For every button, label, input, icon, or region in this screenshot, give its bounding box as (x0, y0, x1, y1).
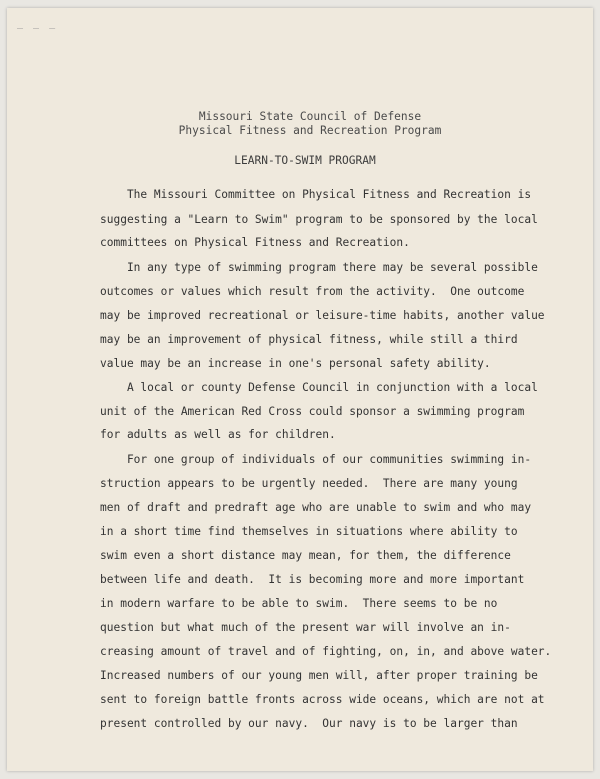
body-line: question but what much of the present war will involve an in- (100, 621, 511, 634)
body-line: may be improved recreational or leisure-time habits, another value (100, 309, 545, 322)
body-line: The Missouri Committee on Physical Fitness and Recreation is (100, 188, 532, 201)
body-line: For one group of individuals of our communities swimming in- (100, 453, 532, 466)
body-line: outcomes or values which result from the activity. One outcome (100, 285, 525, 298)
body-line: sent to foreign battle fronts across wide oceans, which are not at (100, 693, 545, 706)
document-page (7, 8, 593, 771)
body-line: in modern warfare to be able to swim. There seems to be no (100, 597, 498, 610)
body-line: suggesting a "Learn to Swim" program to be sponsored by the local (100, 213, 538, 226)
letterhead-line-2: Physical Fitness and Recreation Program (178, 124, 442, 137)
body-line: creasing amount of travel and of fighting, on, in, and above water. (100, 645, 552, 658)
body-line: struction appears to be urgently needed. There are many young (100, 477, 518, 490)
body-line: A local or county Defense Council in conjunction with a local (100, 381, 538, 394)
body-line: unit of the American Red Cross could sponsor a swimming program (100, 405, 525, 418)
body-line: in a short time find themselves in situations where ability to (100, 525, 518, 538)
corner-mark: _ _ _ (17, 18, 58, 29)
body-line: Increased numbers of our young men will, after proper training be (100, 669, 538, 682)
body-line: committees on Physical Fitness and Recreation. (100, 236, 410, 249)
document-title: LEARN-TO-SWIM PROGRAM (234, 154, 376, 167)
body-line: may be an improvement of physical fitness, while still a third (100, 333, 518, 346)
body-line: between life and death. It is becoming more and more important (100, 573, 525, 586)
body-line: value may be an increase in one's personal safety ability. (100, 357, 491, 370)
body-line: for adults as well as for children. (100, 428, 336, 441)
body-line: present controlled by our navy. Our navy is to be larger than (100, 717, 518, 730)
letterhead-line-1: Missouri State Council of Defense (198, 110, 422, 123)
body-line: men of draft and predraft age who are unable to swim and who may (100, 501, 532, 514)
body-line: swim even a short distance may mean, for them, the difference (100, 549, 511, 562)
body-line: In any type of swimming program there may be several possible (100, 261, 538, 274)
